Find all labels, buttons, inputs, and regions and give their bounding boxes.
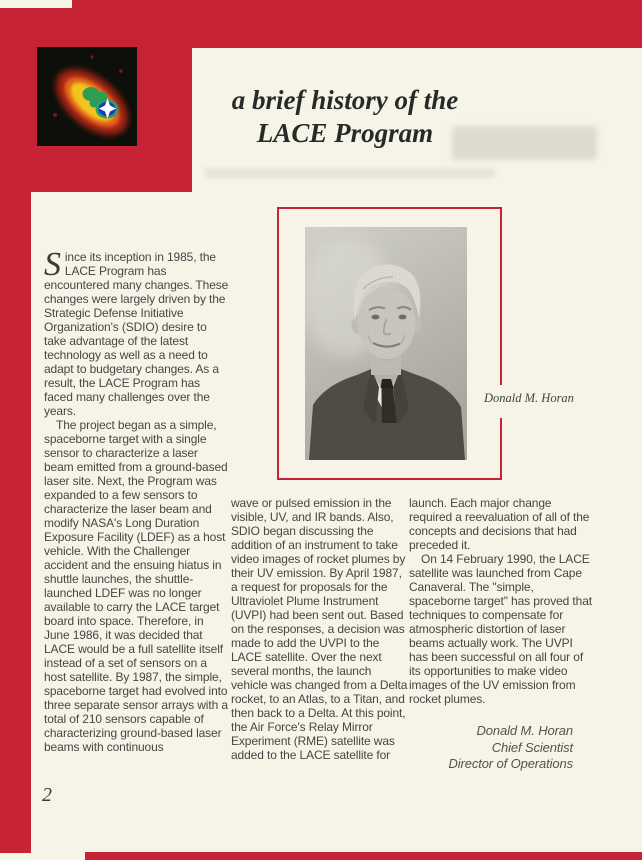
portrait-photo <box>305 227 467 460</box>
laser-spot-graphic <box>37 47 137 146</box>
paragraph-3: wave or pulsed emission in the visible, UV, and IR bands. Also, SDIO began discussing the addition of an instrument to take video images of rocket plumes by their UV emission. By April 1987, a request for proposals for the Ultraviolet Plume Instrument (UVPI) had been sent out. Based on the responses, a decision was made to add the UVPI to the LACE satellite. Over the next several months, the launch vehicle was changed from a Delta rocket, to an Atlas, to a Titan, and then back to a Delta. At this point, the Air Force's Relay Mirror Experiment (RME) satellite was added to the LACE satellite for <box>231 496 408 762</box>
paragraph-5: On 14 February 1990, the LACE satellite was launched from Cape Canaveral. The "simple, spaceborne target" has proved that techniques to compensate for atmospheric distortion of laser beams actually work. The UVPI has been successful on all four of its opportunities to make video images of the UV emission from rocket plumes. <box>409 552 592 706</box>
left-red-strip <box>0 8 31 853</box>
photo-frame-border <box>500 207 502 385</box>
photo-frame-border <box>277 207 502 209</box>
signature-block <box>409 723 593 773</box>
paper-streak <box>205 168 495 178</box>
signature-title: Chief Scientist <box>491 739 573 755</box>
page-title <box>200 84 490 150</box>
paragraph-1-text: ince its inception in 1985, the LACE Program has encountered many changes. These changes were largely driven by the Strategic Defense Initiative Organization's (SDIO) desire to take advantage of the latest technology as well as a need to adapt to budgetary changes. As a result, the LACE Program has faced many challenges over the years. <box>44 250 229 418</box>
thermal-laser-image <box>37 47 137 146</box>
signature-role: Director of Operations <box>448 756 573 771</box>
signature-name: Donald M. Horan <box>476 723 573 738</box>
article-column-3 <box>409 496 593 773</box>
portrait-graphic <box>305 227 467 460</box>
photo-frame-border <box>277 478 502 480</box>
bottom-red-bar <box>85 852 642 860</box>
page-title-line1: a brief history of the <box>231 85 459 115</box>
page-number: 2 <box>42 784 52 806</box>
paragraph-1 <box>44 246 230 418</box>
page-title-line2: LACE Program <box>256 118 434 148</box>
article-column-1 <box>44 246 230 754</box>
paragraph-4: launch. Each major change required a reevaluation of all of the concepts and decisions that had preceded it. <box>409 496 590 552</box>
paragraph-2: The project began as a simple, spaceborne target with a single sensor to characterize a laser beam emitted from a ground-based laser site. Next, the Program was expanded to a few sensors to characterize the laser beam and modify NASA's Long Duration Exposure Facility (LDEF) as a host vehicle. With the Challenger accident and the ensuing hiatus in shuttle launches, the shuttle-launched LDEF was no longer available to carry the LACE target board into space. Therefore, in June 1986, it was decided that LACE would be a full satellite itself instead of a set of sensors on a host satellite. By 1987, the simple, spaceborne target had evolved into three separate sensor arrays with a total of 210 sensors capable of characterizing ground-based laser beams with continuous <box>44 418 228 754</box>
photo-caption: Donald M. Horan <box>484 391 574 405</box>
article-column-2 <box>231 496 409 762</box>
print-showthrough-smudge <box>452 126 597 160</box>
dropcap-letter: S <box>44 246 61 283</box>
photo-frame-border <box>500 418 502 480</box>
photo-frame-border <box>277 207 279 480</box>
